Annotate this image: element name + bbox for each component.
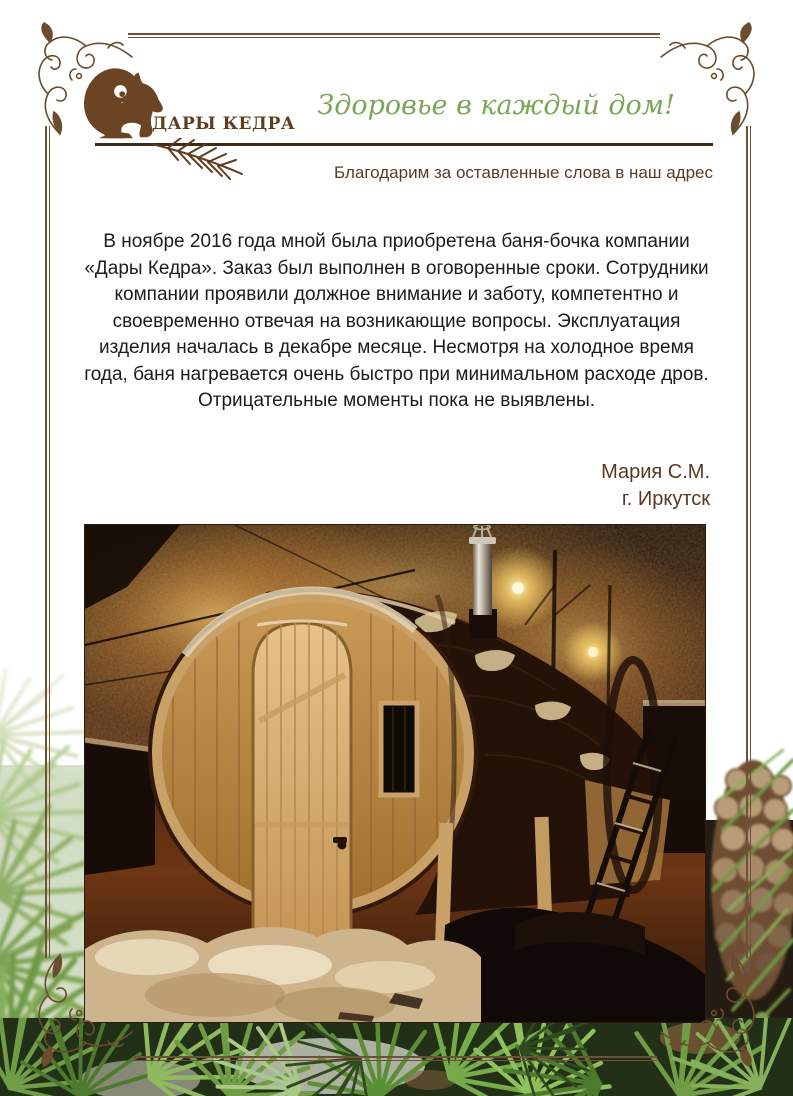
frame-border — [750, 126, 751, 958]
barrel-sauna-photo — [85, 525, 705, 1022]
frame-border — [132, 1056, 657, 1058]
brand-name: ДАРЫ КЕДРА — [152, 114, 296, 134]
testimonial-text: В ноябре 2016 года мной была приобретена баня-бочка компании «Дары Кедра». Заказ был выполнен в оговоренные сроки. Сотрудники компании проявили должное внимание и заботу, компетентно и своевременно отвечая на возникающие вопросы. Эксплуатация изделия началась в декабре месяце. Несмотря на холодное время года, баня нагревается очень быстро при минимальном расходе дров. Отрицательные моменты пока не выявлены. — [84, 231, 709, 411]
cedar-branch-icon — [150, 138, 246, 182]
signature-city: г. Иркутск — [621, 488, 710, 510]
vine-scroll-ornament-icon — [24, 952, 134, 1067]
frame-border — [49, 126, 50, 958]
company-tagline: Здоровье в каждый дом! — [317, 90, 675, 121]
frame-border — [746, 126, 748, 958]
page-subtitle: Благодарим за оставленные слова в наш адрес — [334, 163, 713, 182]
frame-border — [132, 1060, 657, 1061]
frame-border — [128, 33, 660, 35]
signature-block — [601, 459, 710, 513]
frame-border — [45, 126, 47, 958]
frame-border — [128, 37, 660, 38]
vine-scroll-ornament-icon — [24, 22, 134, 137]
vine-scroll-ornament-icon — [659, 952, 769, 1067]
vine-scroll-ornament-icon — [659, 22, 769, 137]
signature-name: Мария С.М. — [601, 461, 710, 483]
